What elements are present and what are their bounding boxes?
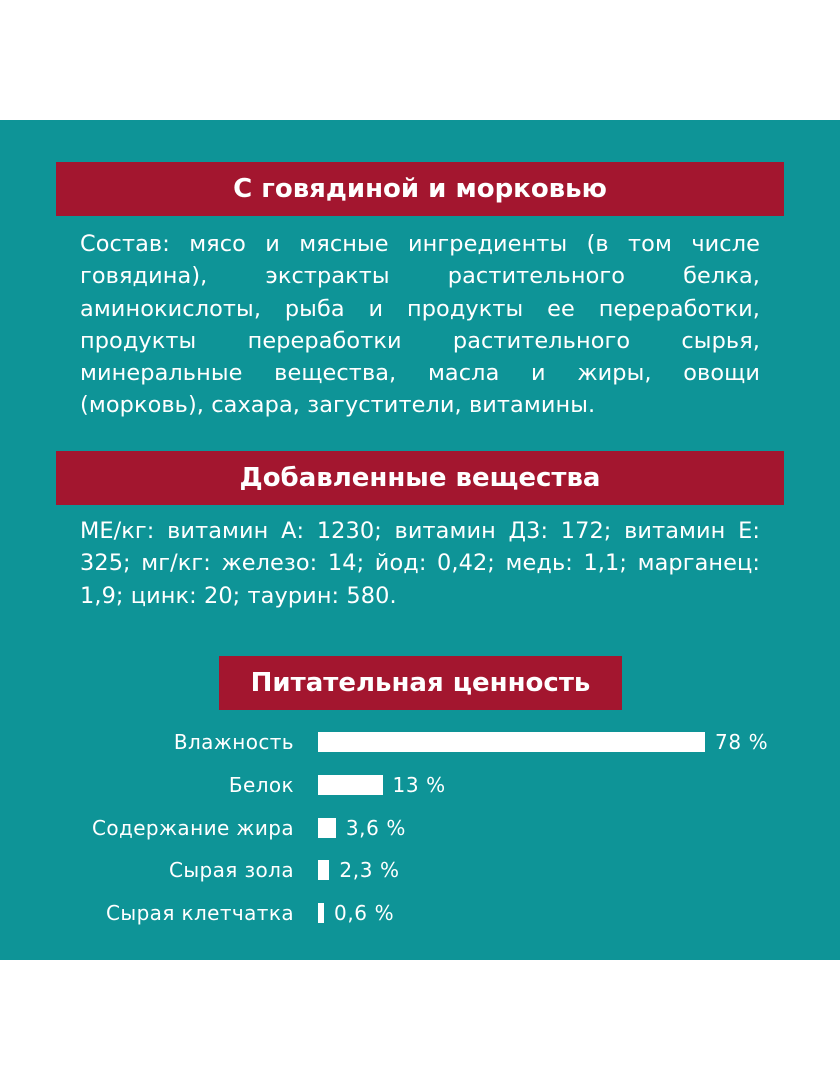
value-label: 13 % [392, 772, 446, 797]
additives-text: МЕ/кг: витамин А: 1230; витамин Д3: 172; витамин Е: 325; мг/кг: железо: 14; йод: 0,42; медь: 1,1; марганец: 1,9; цинк: 20; таурин: 580. [80, 518, 760, 609]
bar [318, 818, 336, 838]
value-label: 2,3 % [339, 858, 400, 883]
bar [318, 732, 705, 752]
chart-row [0, 852, 840, 888]
chart-row [0, 767, 840, 803]
chart-row [0, 724, 840, 760]
value-label: 0,6 % [334, 901, 395, 926]
section-title-composition: С говядиной и морковью [56, 162, 784, 216]
category-label: Влажность [173, 730, 294, 754]
category-label: Содержание жира [91, 815, 294, 840]
value-label: 78 % [715, 730, 769, 754]
bar [318, 903, 324, 923]
category-label: Сырая зола [168, 858, 294, 883]
value-label: 3,6 % [345, 815, 407, 840]
chart-row [0, 895, 840, 931]
info-panel [0, 120, 840, 960]
category-label: Сырая клетчатка [106, 901, 294, 926]
category-label: Белок [228, 772, 294, 797]
composition-text: Состав: мясо и мясные ингредиенты (в том числе говядина), экстракты растительного белка, аминокислоты, рыба и продукты ее переработки, продукты переработки растительного сырья, минеральные вещества, масла и жиры, овощи (морковь), сахара, загустители, витамины. [80, 231, 760, 419]
section-title-additives: Добавленные вещества [56, 451, 784, 505]
bar [318, 775, 383, 795]
section-title-nutrition: Питательная ценность [219, 656, 622, 710]
chart-row [0, 810, 840, 846]
bar [318, 860, 329, 880]
